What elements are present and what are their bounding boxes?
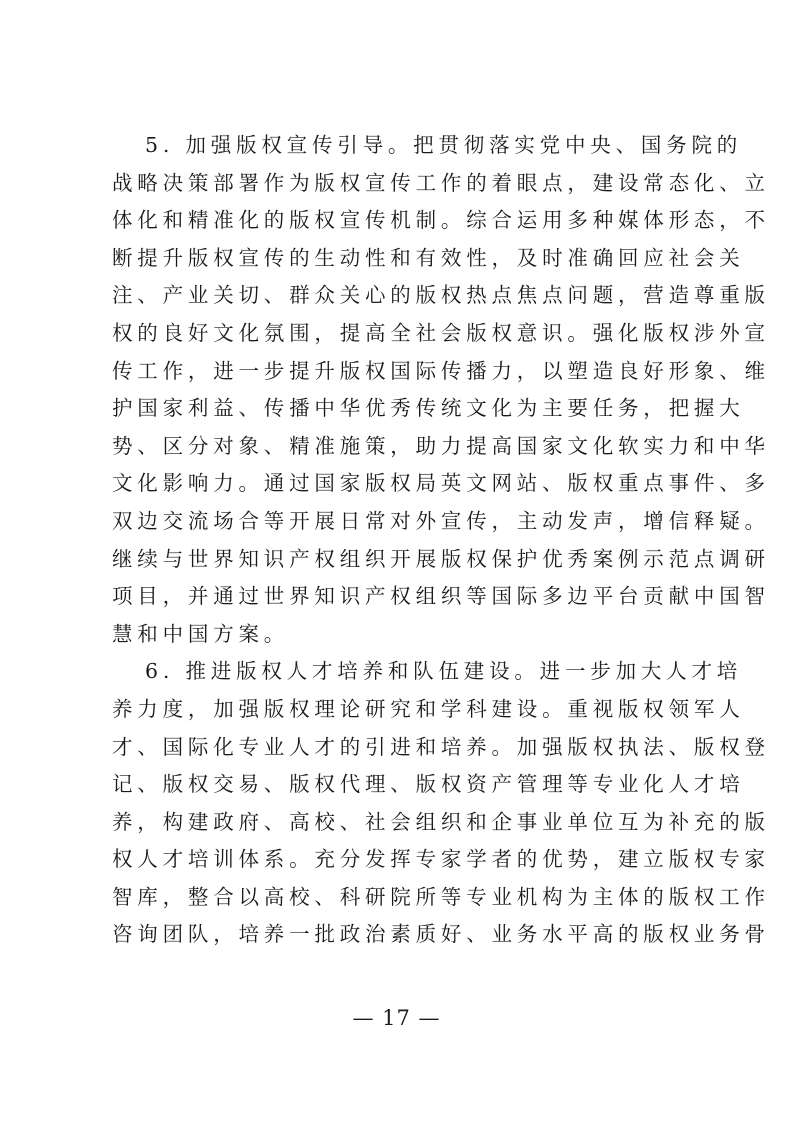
paragraph-6-line-1: 6. 推进版权人才培养和队伍建设。进一步加大人才培 (145, 659, 743, 684)
paragraph-5-line-2: 战略决策部署作为版权宣传工作的着眼点，建设常态化、立 (112, 170, 770, 195)
paragraph-6-line-4: 记、版权交易、版权代理、版权资产管理等专业化人才培 (112, 772, 745, 797)
paragraph-6-line-6: 权人才培训体系。充分发挥专家学者的优势，建立版权专家 (112, 847, 770, 872)
paragraph-5-line-9: 势、区分对象、精准施策，助力提高国家文化软实力和中华 (112, 433, 770, 458)
paragraph-6-line-8: 咨询团队，培养一批政治素质好、业务水平高的版权业务骨 (112, 922, 770, 947)
paragraph-5-line-4: 断提升版权宣传的生动性和有效性，及时准确回应社会关 (112, 245, 745, 270)
page-number: — 17 — (352, 1006, 441, 1030)
paragraph-5-line-10: 文化影响力。通过国家版权局英文网站、版权重点事件、多 (112, 471, 770, 496)
paragraph-5-line-5: 注、产业关切、群众关心的版权热点焦点问题，营造尊重版 (112, 283, 770, 308)
body-text (112, 127, 770, 954)
paragraph-5-line-8: 护国家利益、传播中华优秀传统文化为主要任务，把握大 (112, 396, 745, 421)
paragraph-5-line-13: 项目，并通过世界知识产权组织等国际多边平台贡献中国智 (112, 584, 770, 609)
paragraph-6-line-7: 智库，整合以高校、科研院所等专业机构为主体的版权工作 (112, 884, 770, 909)
paragraph-5-line-12: 继续与世界知识产权组织开展版权保护优秀案例示范点调研 (112, 546, 770, 571)
paragraph-6-line-5: 养，构建政府、高校、社会组织和企事业单位互为补充的版 (112, 809, 770, 834)
paragraph-5-line-3: 体化和精准化的版权宣传机制。综合运用多种媒体形态，不 (112, 208, 770, 233)
paragraph-6-line-3: 才、国际化专业人才的引进和培养。加强版权执法、版权登 (112, 734, 770, 759)
paragraph-5-line-14: 慧和中国方案。 (112, 621, 290, 646)
paragraph-6-line-2: 养力度，加强版权理论研究和学科建设。重视版权领军人 (112, 696, 745, 721)
paragraph-5-line-6: 权的良好文化氛围，提高全社会版权意识。强化版权涉外宣 (112, 320, 770, 345)
paragraph-5-line-1: 5. 加强版权宣传引导。把贯彻落实党中央、国务院的 (145, 133, 743, 157)
paragraph-5-line-7: 传工作，进一步提升版权国际传播力，以塑造良好形象、维 (112, 358, 770, 383)
paragraph-5-line-11: 双边交流场合等开展日常对外宣传，主动发声，增信释疑。 (112, 508, 770, 533)
